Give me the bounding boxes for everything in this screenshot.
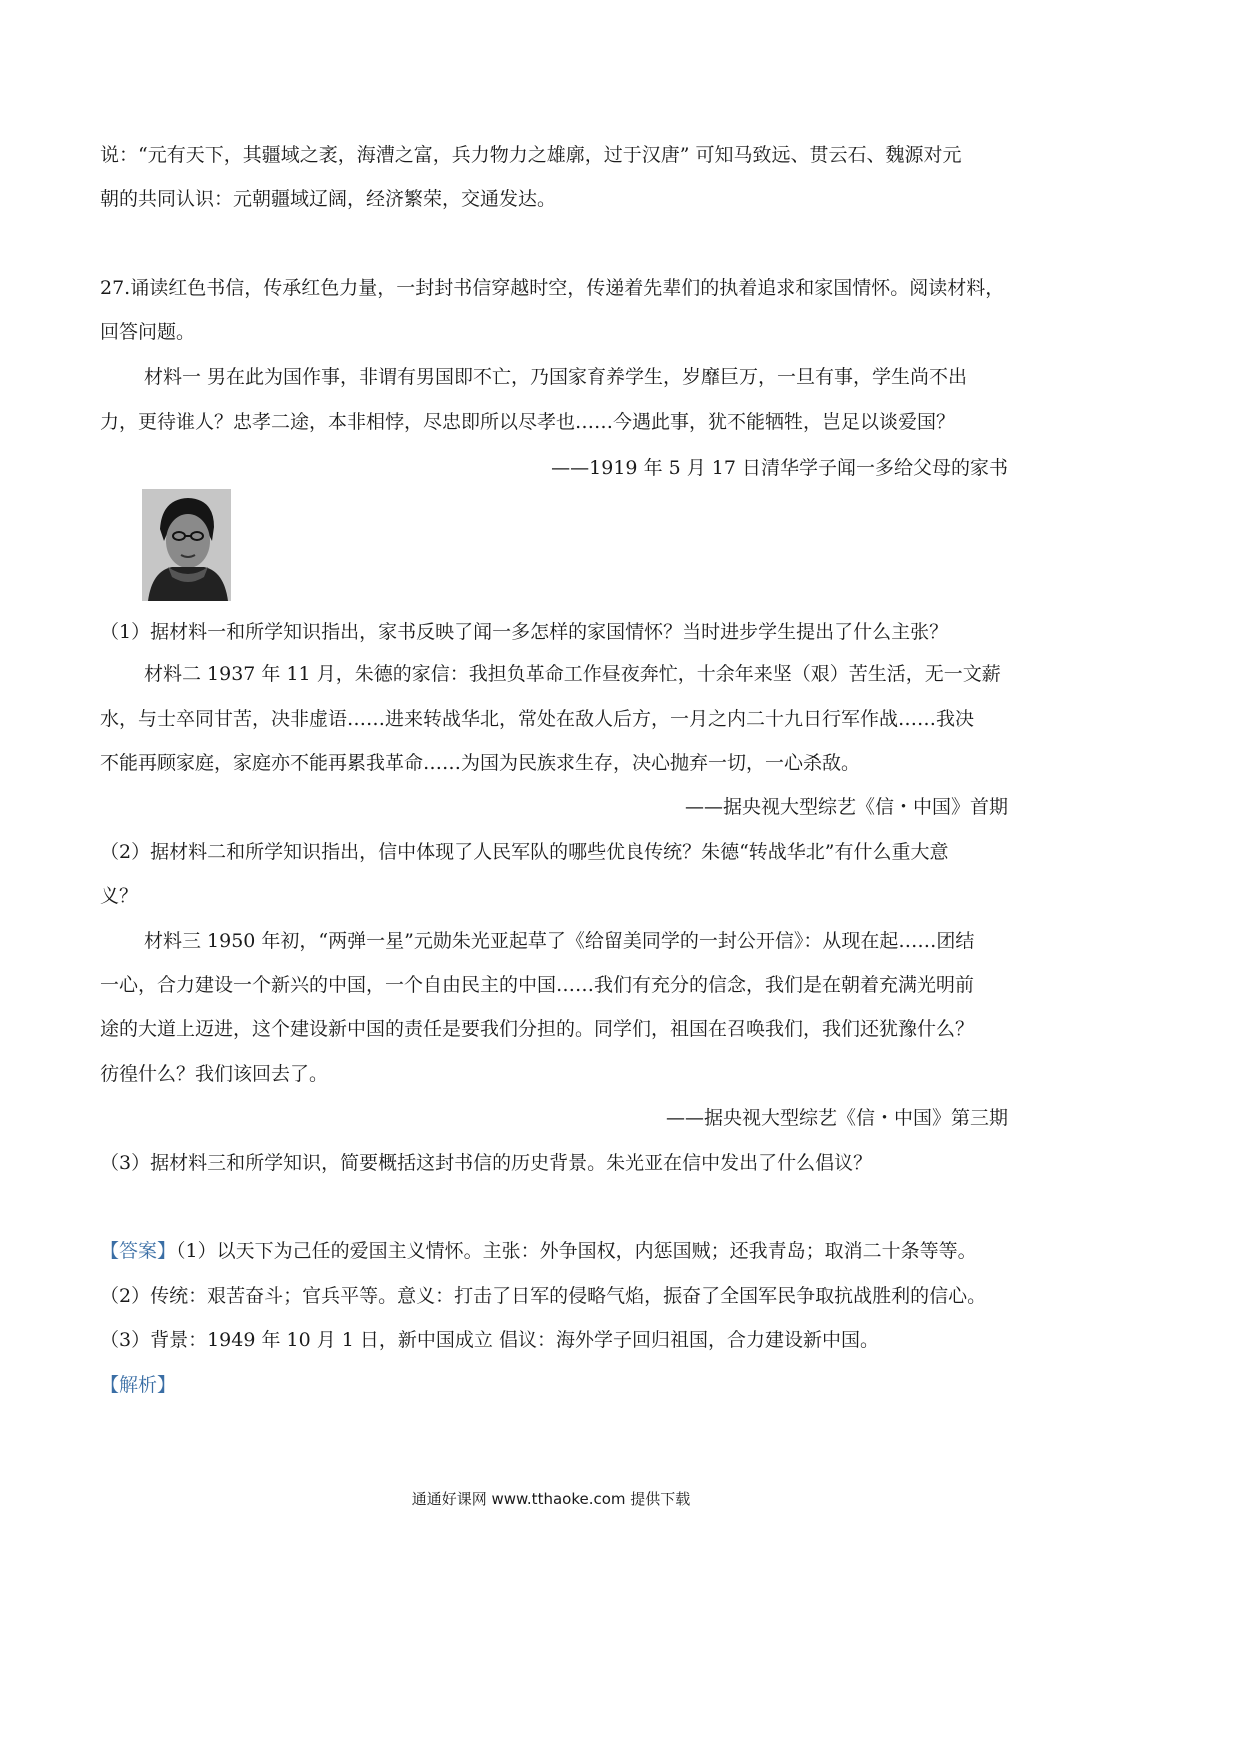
intro-line-2: 朝的共同认识：元朝疆域辽阔，经济繁荣，交通发达。 [100, 188, 557, 210]
material-2-line-1: 材料二 1937 年 11 月，朱德的家信：我担负革命工作昼夜奔忙，十余年来坚（艰）苦生活，无一文薪 [144, 663, 1001, 685]
question-stem-line-2: 回答问题。 [100, 321, 196, 343]
answer-line-1 [100, 1238, 977, 1264]
answer-line-3: （3）背景：1949 年 10 月 1 日，新中国成立 倡议：海外学子回归祖国，合力建设新中国。 [100, 1329, 879, 1351]
material-1-source: ——1919 年 5 月 17 日清华学子闻一多给父母的家书 [551, 457, 1008, 479]
material-2-source: ——据央视大型综艺《信・中国》首期 [684, 796, 1008, 818]
material-1-line-2: 力，更待谁人？忠孝二途，本非相悖，尽忠即所以尽孝也……今遇此事，犹不能牺牲，岂足以谈爱国？ [100, 411, 956, 433]
portrait-photo [142, 489, 231, 601]
footer-download-note: 通通好课网 www.tthaoke.com 提供下载 [411, 1490, 691, 1508]
portrait-image [142, 489, 231, 601]
sub-question-1: （1）据材料一和所学知识指出，家书反映了闻一多怎样的家国情怀？当时进步学生提出了什么主张？ [100, 621, 949, 643]
material-3-line-4: 彷徨什么？我们该回去了。 [100, 1063, 329, 1085]
material-3-line-1: 材料三 1950 年初，“两弹一星”元勋朱光亚起草了《给留美同学的一封公开信》：从现在起……团结 [144, 930, 975, 952]
answer-text-1: （1）以天下为己任的爱国主义情怀。主张：外争国权，内惩国贼；还我青岛；取消二十条等等。 [176, 1240, 977, 1262]
material-3-line-3: 途的大道上迈进，这个建设新中国的责任是要我们分担的。同学们，祖国在召唤我们，我们还犹豫什么？ [100, 1018, 975, 1040]
material-2-line-2: 水，与士卒同甘苦，决非虚语……进来转战华北，常处在敌人后方，一月之内二十九日行军作战……我决 [100, 708, 975, 730]
intro-line-1: 说：“元有天下，其疆域之袤，海漕之富，兵力物力之雄廓，过于汉唐” 可知马致远、贯云石、魏源对元 [100, 144, 962, 166]
material-1-line-1: 材料一 男在此为国作事，非谓有男国即不亡，乃国家育养学生，岁靡巨万，一旦有事，学生尚不出 [144, 366, 968, 388]
sub-question-2-line-2: 义？ [100, 885, 139, 907]
answer-line-2: （2）传统：艰苦奋斗；官兵平等。意义：打击了日军的侵略气焰，振奋了全国军民争取抗战胜利的信心。 [100, 1285, 987, 1307]
material-3-line-2: 一心，合力建设一个新兴的中国，一个自由民主的中国……我们有充分的信念，我们是在朝着充满光明前 [100, 974, 975, 996]
material-2-line-3: 不能再顾家庭，家庭亦不能再累我革命……为国为民族求生存，决心抛弃一切，一心杀敌。 [100, 752, 861, 774]
material-3-source: ——据央视大型综艺《信・中国》第三期 [665, 1107, 1008, 1129]
sub-question-3: （3）据材料三和所学知识，简要概括这封书信的历史背景。朱光亚在信中发出了什么倡议？ [100, 1152, 873, 1174]
sub-question-2-line-1: （2）据材料二和所学知识指出，信中体现了人民军队的哪些优良传统？朱德“转战华北”有什么重大意 [100, 841, 949, 863]
analysis-label: 【解析】 [100, 1374, 177, 1396]
answer-label: 【答案】 [100, 1240, 177, 1262]
question-stem-line-1: 27.诵读红色书信，传承红色力量，一封封书信穿越时空，传递着先辈们的执着追求和家国情怀。阅读材料， [100, 277, 1005, 299]
